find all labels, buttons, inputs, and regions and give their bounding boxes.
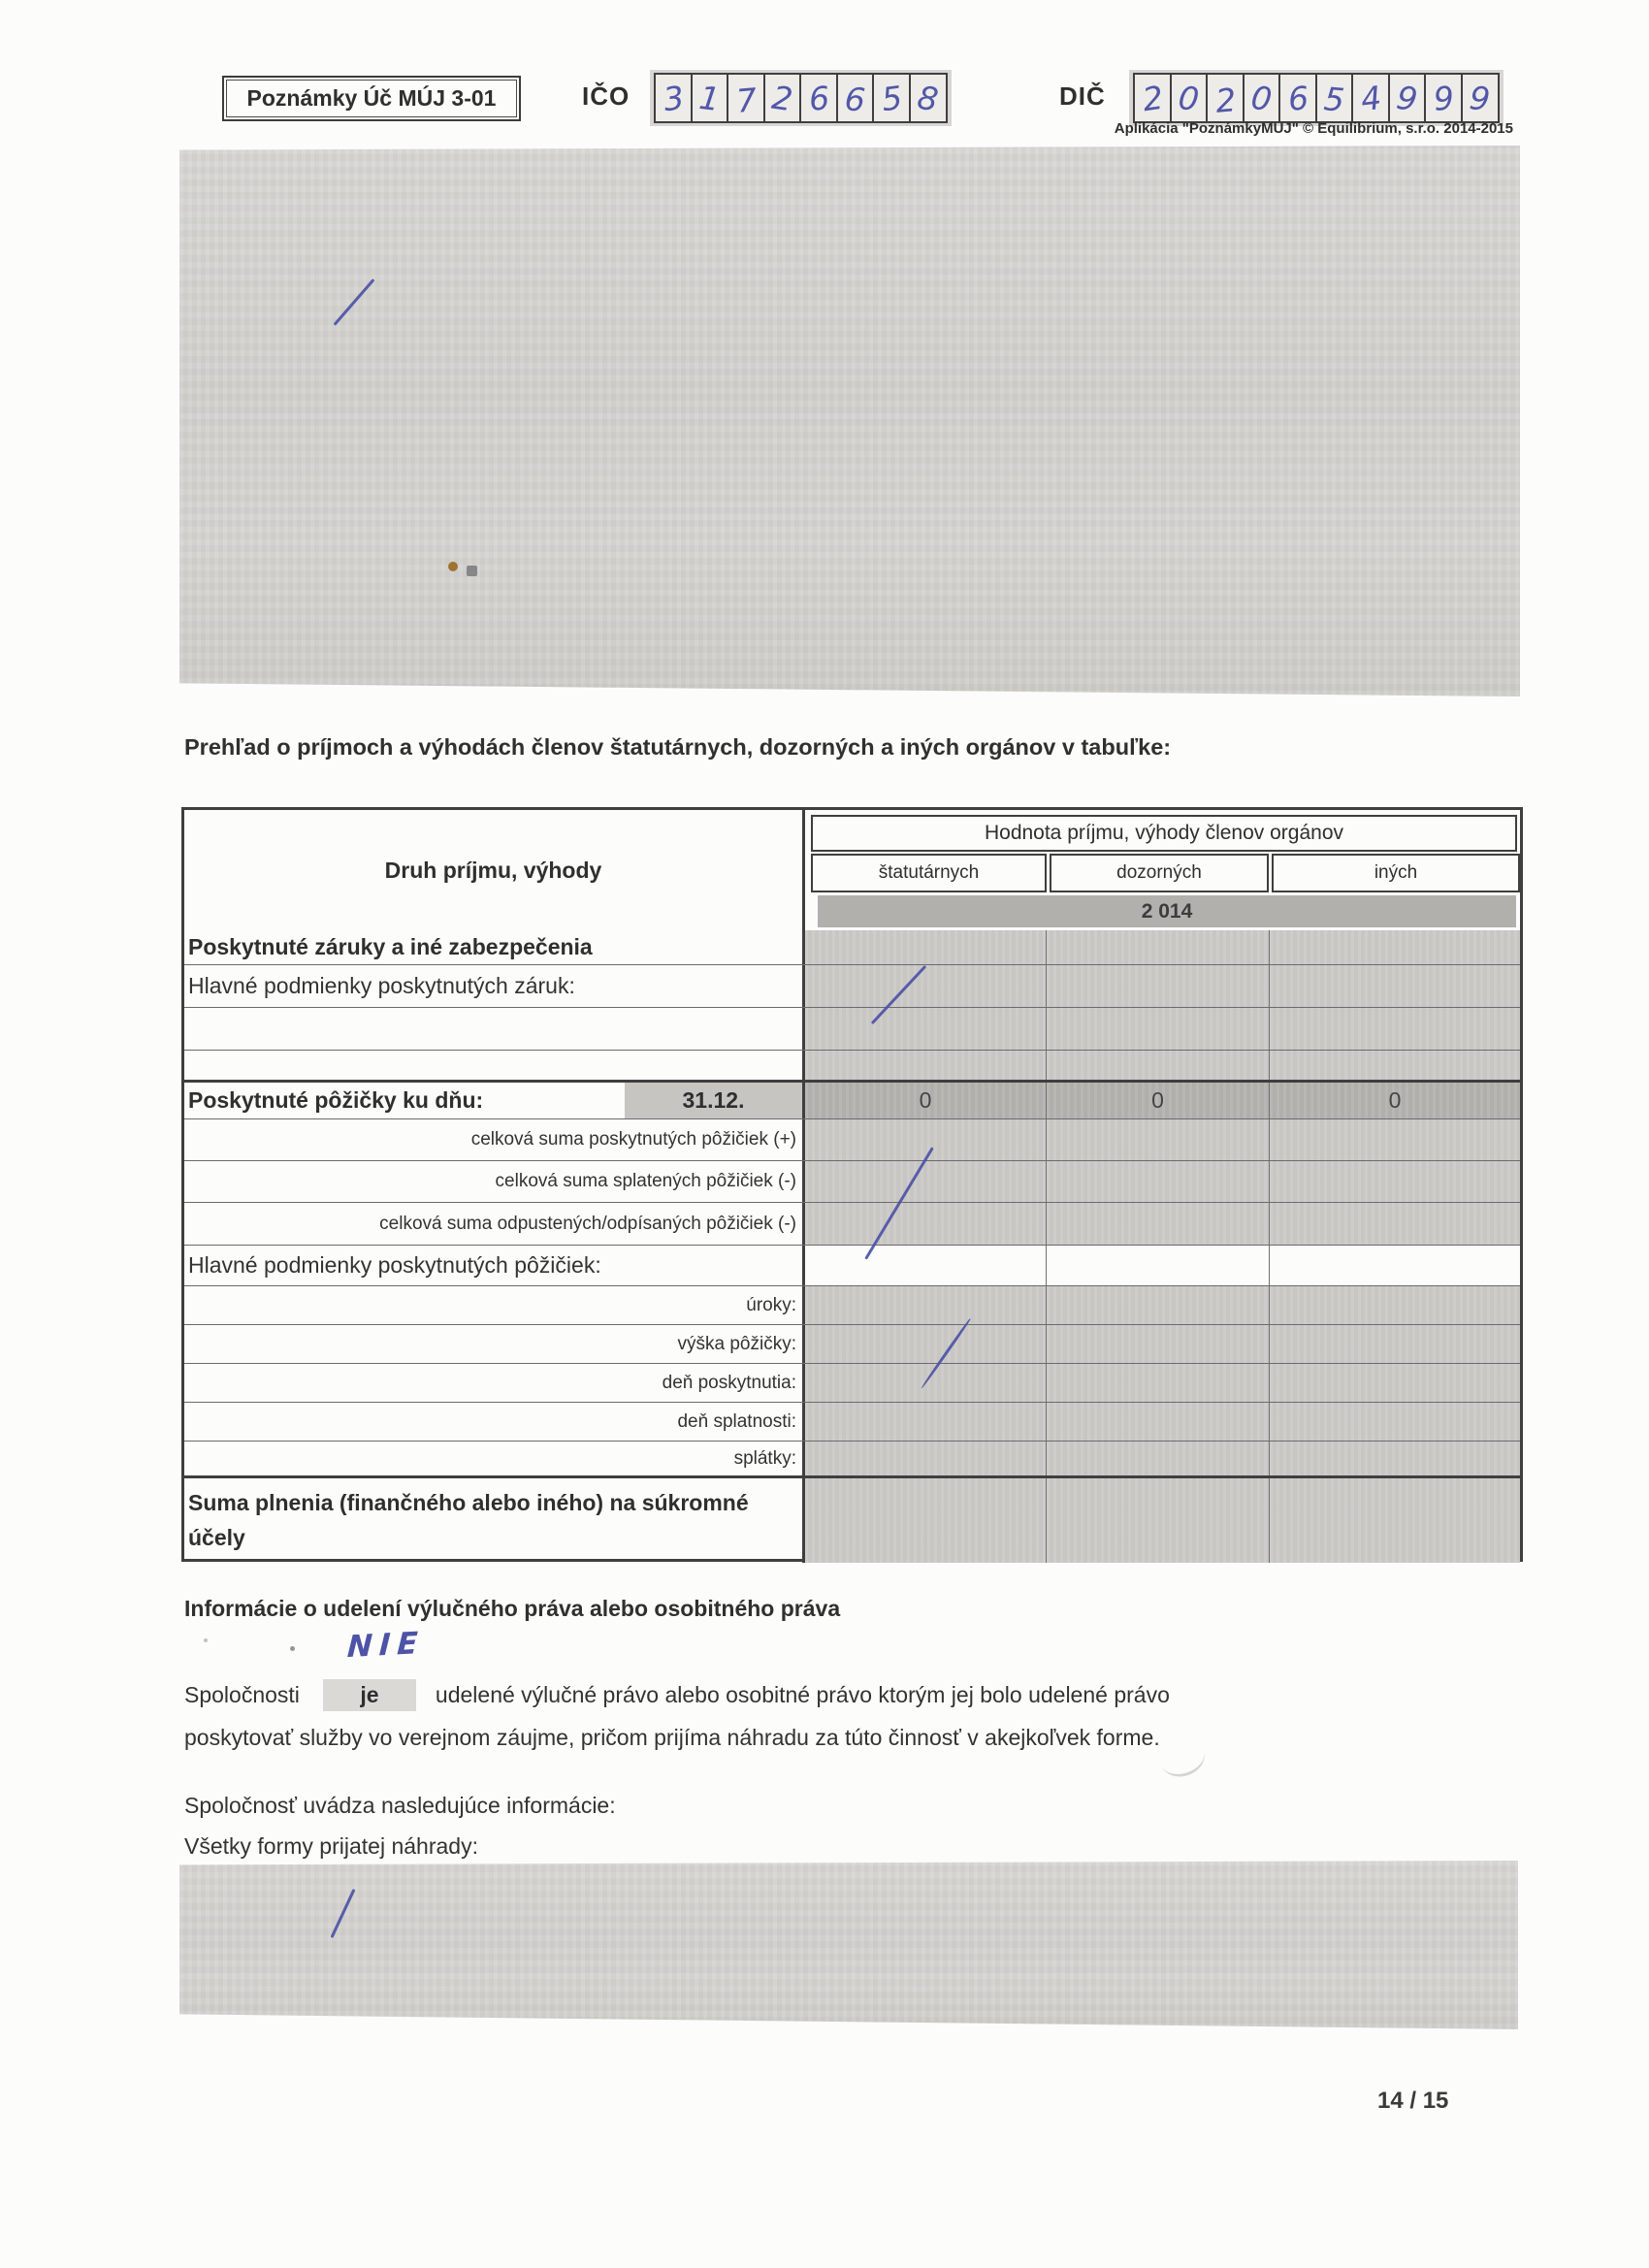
- handwritten-digit: 9: [1468, 78, 1492, 118]
- value-header-area: [808, 810, 1520, 930]
- value-cell: [1046, 1051, 1269, 1080]
- table-row: [184, 1008, 1520, 1051]
- dic-digit-cell: [1388, 73, 1427, 123]
- handwritten-digit: 5: [1322, 79, 1346, 119]
- info-paragraph-1: [184, 1679, 1474, 1711]
- value-cell: [1269, 1325, 1520, 1363]
- value-cell: [1046, 1286, 1269, 1324]
- handwritten-digit: 7: [734, 80, 759, 120]
- ico-digit-cell: [872, 73, 911, 123]
- row-label: Hlavné podmienky poskytnutých záruk:: [184, 965, 805, 1007]
- row-label-empty: [184, 1051, 805, 1080]
- dic-digit-cell: [1243, 73, 1281, 123]
- value-cell: [805, 1442, 1046, 1475]
- p1-start: Spoločnosti: [184, 1682, 300, 1707]
- value-cell: [1269, 1442, 1520, 1475]
- p1-highlighted-answer: je: [323, 1679, 416, 1711]
- ico-digit-cell: [836, 73, 875, 123]
- value-cell: [805, 1403, 1046, 1441]
- row-label: celková suma poskytnutých pôžičiek (+): [184, 1119, 805, 1160]
- row-label: Hlavné podmienky poskytnutých pôžičiek:: [184, 1246, 805, 1285]
- value-cell: [1046, 1008, 1269, 1050]
- value-cell: [1046, 1161, 1269, 1202]
- value-cell: [1046, 1325, 1269, 1363]
- ico-digit-cell: [654, 73, 693, 123]
- value-cell: [1269, 1119, 1520, 1160]
- dic-digit-boxes: [1129, 70, 1504, 126]
- dic-digit-cell: [1461, 73, 1500, 123]
- value-cell: [805, 1203, 1046, 1245]
- row-label-empty: [184, 1008, 805, 1050]
- handwritten-digit: 6: [807, 78, 830, 118]
- ink-speck: [467, 566, 477, 576]
- handwritten-digit: 8: [915, 78, 941, 118]
- table-row: [184, 965, 1520, 1008]
- handwritten-digit: 3: [660, 78, 687, 118]
- value-cell: [1046, 965, 1269, 1007]
- handwritten-answer: NIE: [346, 1625, 426, 1666]
- handwritten-digit: 4: [1358, 78, 1383, 118]
- value-cell: [805, 1161, 1046, 1202]
- table-row: [184, 1119, 1520, 1161]
- p1-rest: udelené výlučné právo alebo osobitné právo ktorým jej bolo udelené právo: [435, 1682, 1170, 1707]
- handwritten-digit: 0: [1248, 78, 1275, 118]
- table-row: [184, 1161, 1520, 1203]
- row-label: splátky:: [184, 1442, 805, 1475]
- value-cell: [1046, 1403, 1269, 1441]
- value-cell: [1269, 1051, 1520, 1080]
- value-cell: [1046, 1119, 1269, 1160]
- ico-label: IČO: [582, 81, 630, 111]
- sub-header-row: [808, 854, 1520, 892]
- ico-digit-cell: [763, 73, 802, 123]
- value-cell: 0: [805, 1083, 1046, 1118]
- value-cell: [1046, 1442, 1269, 1475]
- value-cell: [805, 1478, 1046, 1563]
- value-cell: [1269, 930, 1520, 964]
- pozicky-label: Poskytnuté pôžičky ku dňu:: [188, 1087, 484, 1113]
- value-cell: [1269, 1008, 1520, 1050]
- ico-digit-cell: [799, 73, 838, 123]
- table-row: [184, 1051, 1520, 1083]
- scanned-gray-area-bottom: [179, 1861, 1518, 2029]
- handwritten-digit: 9: [1394, 78, 1420, 118]
- year-band: 2 014: [818, 895, 1516, 927]
- handwritten-digit: 6: [1286, 78, 1310, 118]
- column-header-inych: iných: [1272, 854, 1520, 892]
- page-number: 14 / 15: [1377, 2088, 1449, 2114]
- table-row: [184, 1203, 1520, 1246]
- value-cell: [1269, 1403, 1520, 1441]
- handwritten-digit: 5: [879, 78, 904, 118]
- handwritten-digit: 1: [696, 78, 723, 118]
- table-row: [184, 1403, 1520, 1442]
- value-cell: [805, 1325, 1046, 1363]
- value-cell: [1046, 1478, 1269, 1563]
- table-row: [184, 1325, 1520, 1364]
- dic-digit-cell: [1278, 73, 1317, 123]
- value-cell: [805, 930, 1046, 964]
- row-label: výška pôžičky:: [184, 1325, 805, 1363]
- row-label: Poskytnuté záruky a iné zabezpečenia: [184, 930, 805, 964]
- value-cell: [1269, 965, 1520, 1007]
- row-label: Suma plnenia (finančného alebo iného) na súkromné účely: [184, 1478, 805, 1563]
- handwritten-digit: 2: [1213, 80, 1238, 120]
- ico-digit-cell: [691, 73, 729, 123]
- value-cell: [805, 965, 1046, 1007]
- table-row: [184, 1442, 1520, 1478]
- dic-digit-cell: [1170, 73, 1209, 123]
- dic-digit-cell: [1424, 73, 1463, 123]
- value-cell: [805, 1008, 1046, 1050]
- value-cell: [805, 1246, 1046, 1285]
- value-cell: [1046, 1246, 1269, 1285]
- value-cell: [1046, 1203, 1269, 1245]
- info-heading: Informácie o udelení výlučného práva alebo osobitného práva: [184, 1596, 841, 1621]
- value-cell: [805, 1051, 1046, 1080]
- ink-speck: [448, 562, 458, 571]
- ico-digit-cell: [909, 73, 948, 123]
- value-cell: [805, 1119, 1046, 1160]
- pen-dot: [204, 1638, 208, 1642]
- pozicky-date-box: 31.12.: [625, 1083, 802, 1118]
- dic-digit-cell: [1133, 73, 1172, 123]
- value-cell: 0: [1269, 1083, 1520, 1118]
- value-cell: [1269, 1161, 1520, 1202]
- table-row: [184, 1246, 1520, 1286]
- value-cell: [1269, 1246, 1520, 1285]
- dic-digit-cell: [1351, 73, 1390, 123]
- row-label: deň splatnosti:: [184, 1403, 805, 1441]
- table-row: [184, 1478, 1520, 1563]
- row-label: celková suma odpustených/odpísaných pôžičiek (-): [184, 1203, 805, 1245]
- scanned-gray-area-top: [179, 146, 1520, 697]
- table-row-pozicky: [184, 1083, 1520, 1119]
- info-paragraph-3: Spoločnosť uvádza nasledujúce informácie:: [184, 1793, 616, 1818]
- row-label: úroky:: [184, 1286, 805, 1324]
- column-group-header: Hodnota príjmu, výhody členov orgánov: [811, 815, 1517, 852]
- value-cell: 0: [1046, 1083, 1269, 1118]
- handwritten-digit: 0: [1176, 78, 1202, 118]
- dic-label: DIČ: [1059, 81, 1106, 111]
- table-row: [184, 930, 1520, 965]
- dic-digit-cell: [1206, 73, 1245, 123]
- form-id-box: [222, 76, 521, 121]
- value-cell: [1269, 1478, 1520, 1563]
- column-header-statutarnych: štatutárnych: [811, 854, 1047, 892]
- column-header-dozornych: dozorných: [1050, 854, 1269, 892]
- row-label: [184, 1083, 805, 1118]
- form-id-label: Poznámky Úč MÚJ 3-01: [246, 85, 497, 111]
- info-paragraph-2: poskytovať služby vo verejnom záujme, pričom prijíma náhradu za túto činnosť v akejkoľvek forme.: [184, 1725, 1160, 1750]
- income-benefits-table: [181, 807, 1523, 1562]
- value-cell: [1269, 1364, 1520, 1402]
- value-cell: [1046, 930, 1269, 964]
- value-cell: [1046, 1364, 1269, 1402]
- info-paragraph-4: Všetky formy prijatej náhrady:: [184, 1833, 478, 1859]
- value-cell: [805, 1286, 1046, 1324]
- row-label: deň poskytnutia:: [184, 1364, 805, 1402]
- handwritten-digit: 6: [843, 79, 867, 119]
- handwritten-digit: 2: [1139, 78, 1166, 118]
- pen-dot: [290, 1646, 295, 1651]
- value-cell: [1269, 1286, 1520, 1324]
- overview-heading: Prehľad o príjmoch a výhodách členov štatutárnych, dozorných a iných orgánov v tabuľke:: [184, 734, 1172, 760]
- handwritten-digit: 9: [1431, 78, 1456, 118]
- app-credit-note: Aplikácia "PoznámkyMUJ" © Equilibrium, s.r.o. 2014-2015: [1114, 120, 1513, 137]
- ico-digit-cell: [727, 73, 765, 123]
- column-header-type: Druh príjmu, výhody: [184, 810, 805, 930]
- table-body: [184, 930, 1520, 1563]
- ico-digit-boxes: [650, 70, 952, 126]
- table-row: [184, 1364, 1520, 1403]
- dic-digit-cell: [1315, 73, 1354, 123]
- table-row: [184, 1286, 1520, 1325]
- handwritten-digit: 2: [769, 78, 795, 118]
- value-cell: [1269, 1203, 1520, 1245]
- row-label: celková suma splatených pôžičiek (-): [184, 1161, 805, 1202]
